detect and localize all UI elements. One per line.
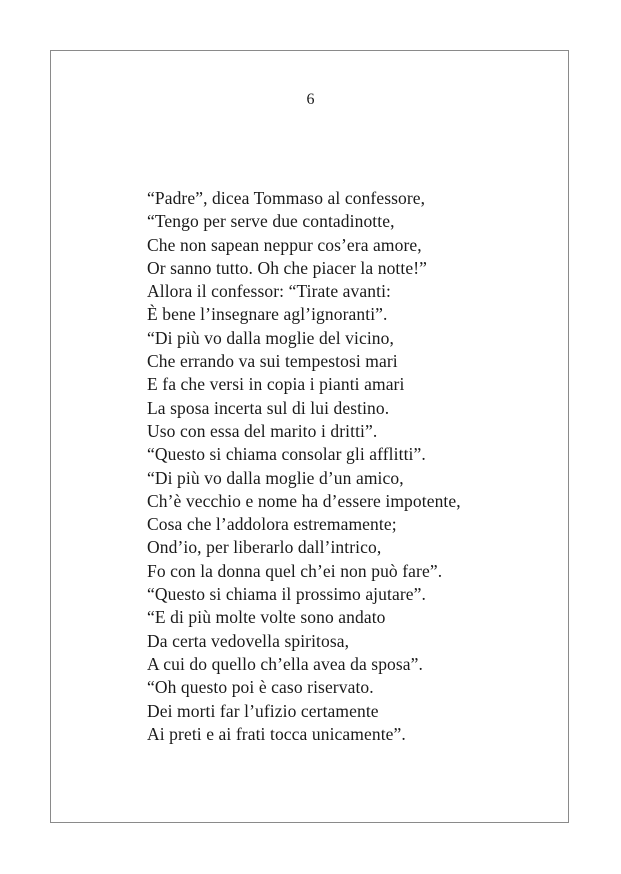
poem-line: “Tengo per serve due contadinotte, — [147, 211, 395, 232]
poem-line: Ch’è vecchio e nome ha d’essere impotente, — [147, 490, 461, 511]
poem-line: Ai preti e ai frati tocca unicamente”. — [147, 723, 406, 744]
poem-line: Uso con essa del marito i dritti”. — [147, 420, 378, 441]
poem-line: E fa che versi in copia i pianti amari — [147, 374, 405, 395]
poem-line: “Questo si chiama consolar gli afflitti”. — [147, 444, 426, 465]
poem-line: A cui do quello ch’ella avea da sposa”. — [147, 653, 424, 674]
page-number: 6 — [306, 91, 315, 108]
poem-line: “Questo si chiama il prossimo ajutare”. — [147, 584, 426, 605]
poem-line: Ond’io, per liberarlo dall’intrico, — [147, 537, 382, 558]
poem-line: La sposa incerta sul di lui destino. — [147, 397, 390, 418]
poem-line: Dei morti far l’ufizio certamente — [147, 700, 379, 721]
poem-line: Che errando va sui tempestosi mari — [147, 351, 398, 372]
poem-line: “Di più vo dalla moglie d’un amico, — [147, 467, 404, 488]
poem-line: È bene l’insegnare agl’ignoranti”. — [147, 304, 388, 325]
poem-line: Da certa vedovella spiritosa, — [147, 630, 350, 651]
poem-line: “Di più vo dalla moglie del vicino, — [147, 327, 394, 348]
poem-line: Allora il confessor: “Tirate avanti: — [147, 281, 392, 302]
poem-line: Cosa che l’addolora estremamente; — [147, 514, 397, 535]
poem-line: Fo con la donna quel ch’ei non può fare”. — [147, 560, 443, 581]
poem-line: “E di più molte volte sono andato — [147, 607, 386, 628]
poem-text — [147, 187, 461, 746]
poem-line: “Padre”, dicea Tommaso al confessore, — [147, 188, 426, 208]
poem-line: “Oh questo poi è caso riservato. — [147, 677, 374, 698]
poem-line: Or sanno tutto. Oh che piacer la notte!” — [147, 257, 428, 278]
poem-line: Che non sapean neppur cos’era amore, — [147, 234, 422, 255]
